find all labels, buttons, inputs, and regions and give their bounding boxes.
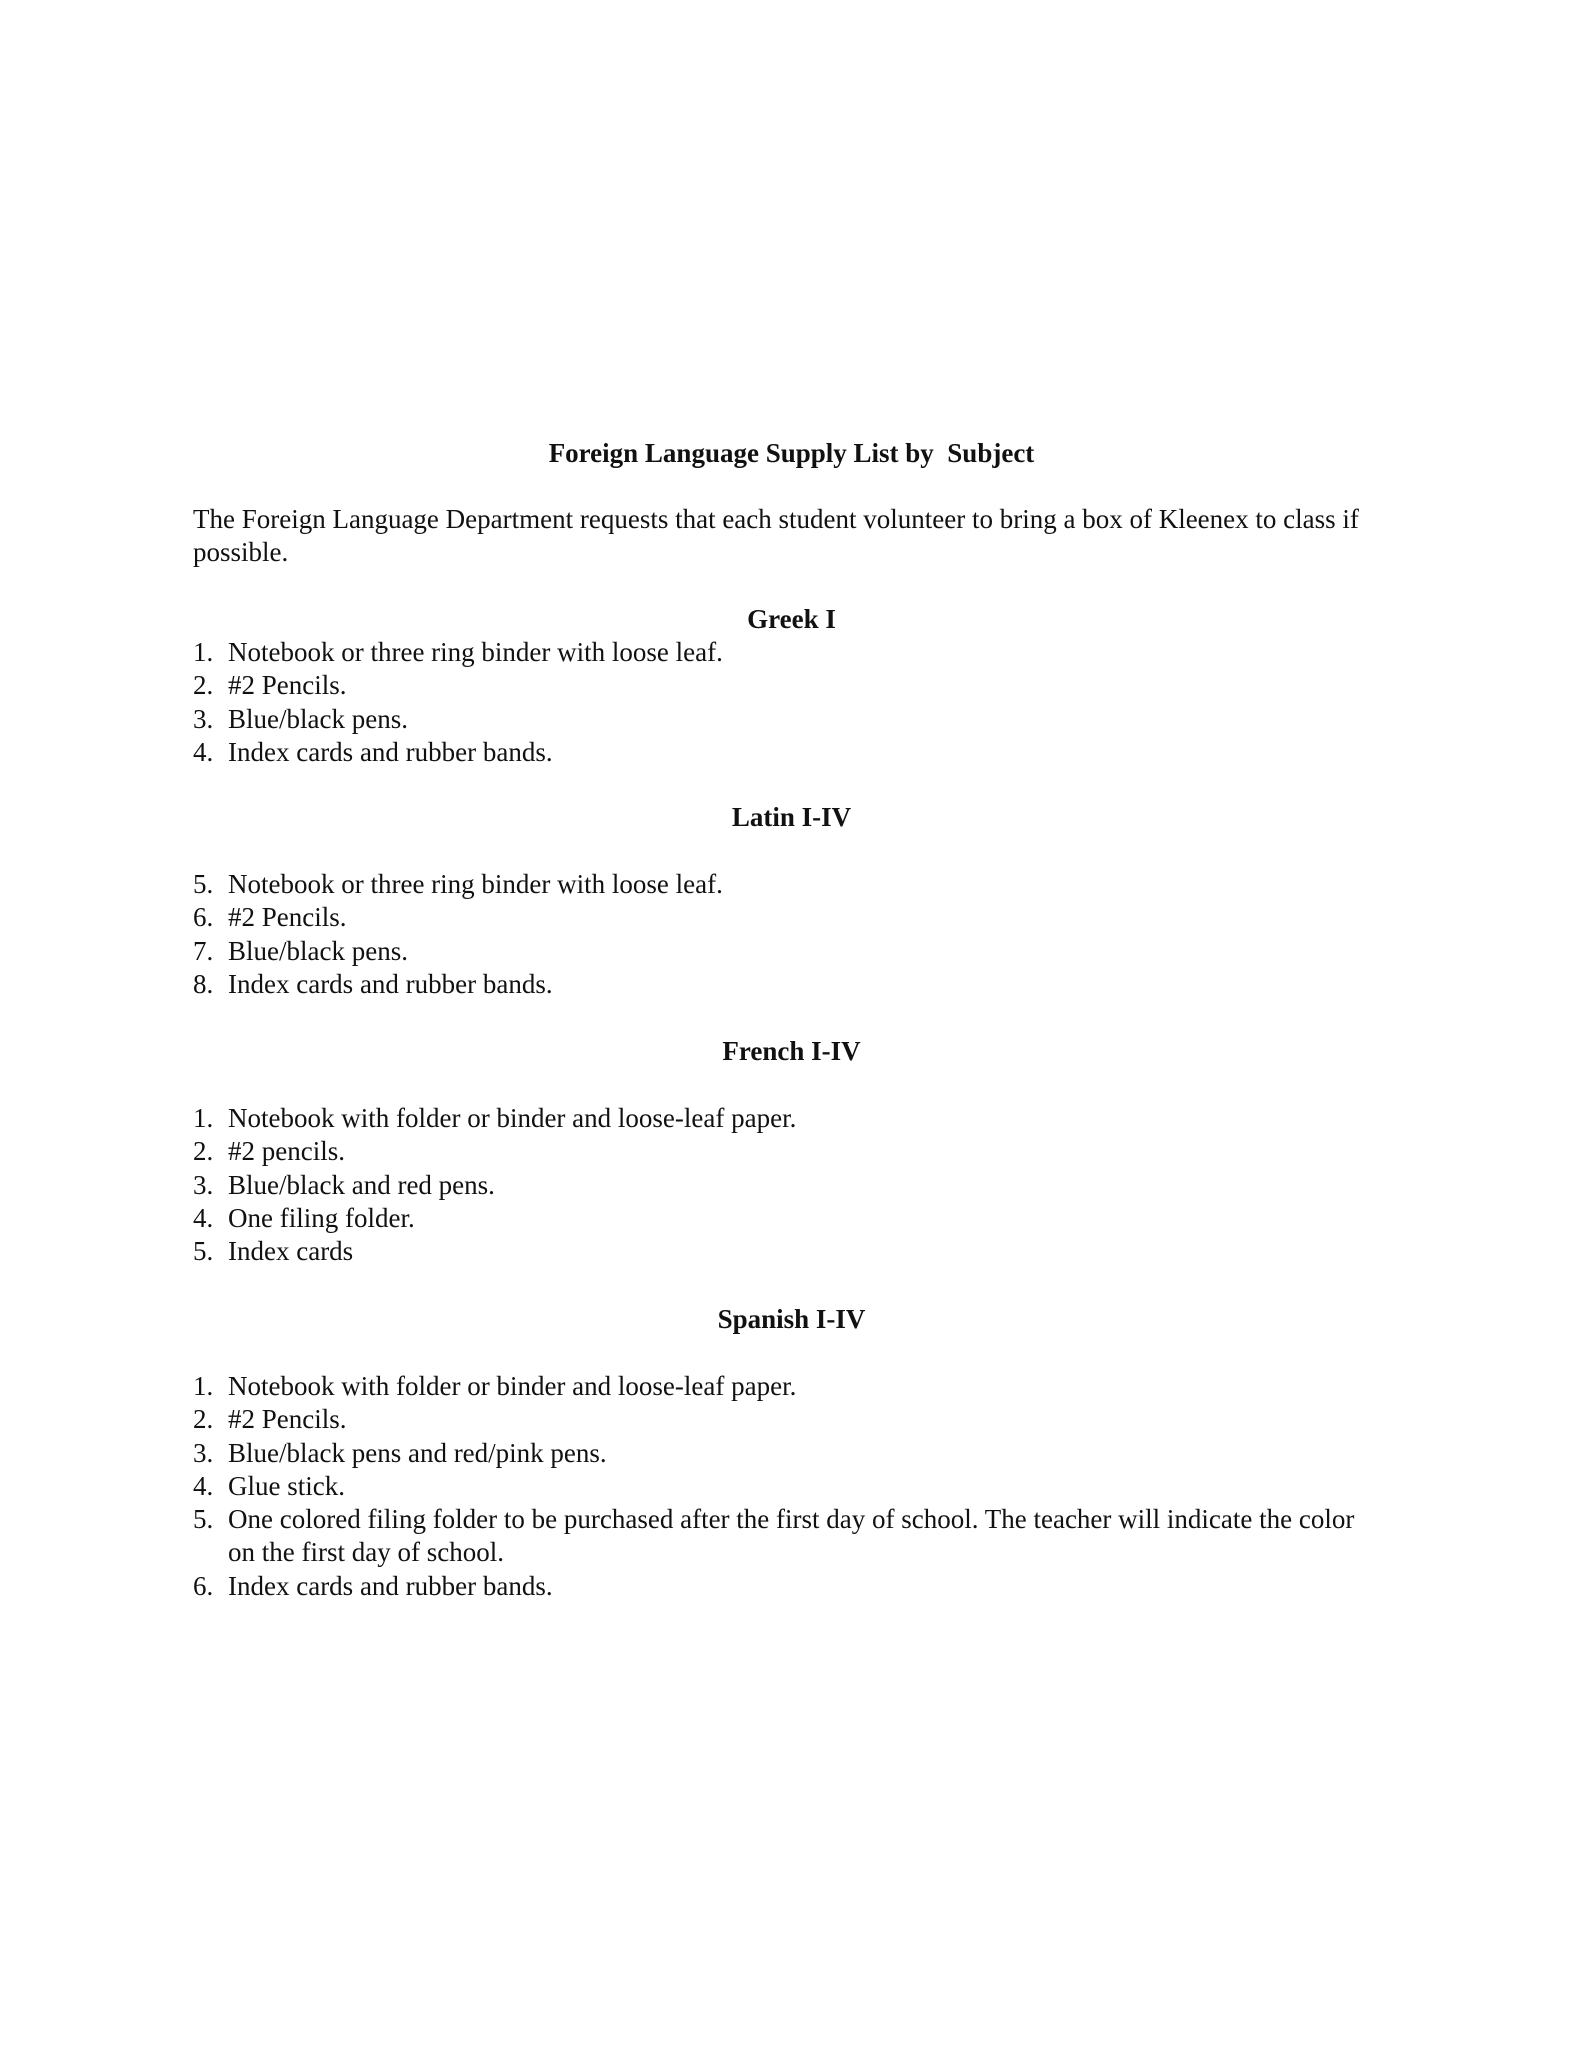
item-text: #2 pencils. xyxy=(228,1136,345,1167)
section-heading-spanish: Spanish I-IV xyxy=(717,1304,866,1334)
item-text: Notebook with folder or binder and loose-leaf paper. xyxy=(228,1103,797,1133)
item-number: 3. xyxy=(193,703,214,734)
item-number: 4. xyxy=(193,736,214,767)
list-item xyxy=(193,1503,1383,1570)
supply-list-greek xyxy=(193,636,1383,769)
item-text: One filing folder. xyxy=(228,1202,415,1233)
item-number: 2. xyxy=(193,670,214,701)
item-number: 2. xyxy=(193,1404,214,1435)
item-number: 3. xyxy=(193,1437,214,1468)
item-text: Blue/black and red pens. xyxy=(228,1169,495,1200)
list-item xyxy=(193,968,1383,1001)
item-text: Notebook or three ring binder with loose leaf. xyxy=(228,869,723,899)
item-text: #2 Pencils. xyxy=(228,1404,347,1435)
list-item xyxy=(193,1570,1383,1603)
supply-list-latin xyxy=(193,868,1383,1001)
item-number: 5. xyxy=(193,1504,214,1535)
item-number: 5. xyxy=(193,1236,214,1267)
item-number: 7. xyxy=(193,935,214,966)
intro-paragraph: The Foreign Language Department requests that each student volunteer to bring a box of Kleenex to class if possible. xyxy=(193,504,1359,567)
item-number: 8. xyxy=(193,968,214,999)
item-number: 1. xyxy=(193,637,214,667)
list-item xyxy=(193,636,1383,669)
supply-list-french xyxy=(193,1102,1383,1268)
list-item xyxy=(193,1403,1383,1436)
item-number: 1. xyxy=(193,1371,214,1401)
item-number: 3. xyxy=(193,1169,214,1200)
item-number: 1. xyxy=(193,1103,214,1133)
list-item xyxy=(193,935,1383,968)
item-text: Notebook with folder or binder and loose-leaf paper. xyxy=(228,1371,797,1401)
item-text: #2 Pencils. xyxy=(228,670,347,701)
list-item xyxy=(193,868,1383,901)
list-item xyxy=(193,1470,1383,1503)
item-text: Blue/black pens. xyxy=(228,935,408,966)
section-heading-latin: Latin I-IV xyxy=(731,802,852,832)
item-text: Glue stick. xyxy=(228,1470,345,1501)
list-item xyxy=(193,1135,1383,1168)
item-number: 6. xyxy=(193,1570,214,1601)
supply-list-spanish xyxy=(193,1370,1383,1603)
item-number: 2. xyxy=(193,1136,214,1167)
list-item xyxy=(193,1437,1383,1470)
item-number: 4. xyxy=(193,1470,214,1501)
item-number: 5. xyxy=(193,869,214,899)
list-item xyxy=(193,1202,1383,1235)
list-item xyxy=(193,703,1383,736)
page-title: Foreign Language Supply List by Subject xyxy=(548,438,1035,468)
list-item xyxy=(193,1235,1383,1268)
item-text: Index cards xyxy=(228,1236,354,1267)
item-text: Blue/black pens. xyxy=(228,703,408,734)
item-text: Index cards and rubber bands. xyxy=(228,968,553,999)
list-item xyxy=(193,736,1383,769)
item-text: Blue/black pens and red/pink pens. xyxy=(228,1437,607,1468)
item-text: Index cards and rubber bands. xyxy=(228,736,553,767)
section-heading-french: French I-IV xyxy=(722,1036,861,1066)
list-item xyxy=(193,669,1383,702)
list-item xyxy=(193,1370,1383,1403)
item-text: #2 Pencils. xyxy=(228,902,347,933)
item-text: Index cards and rubber bands. xyxy=(228,1570,553,1601)
section-heading-greek: Greek I xyxy=(747,604,836,634)
list-item xyxy=(193,1169,1383,1202)
item-number: 4. xyxy=(193,1202,214,1233)
list-item xyxy=(193,1102,1383,1135)
list-item xyxy=(193,901,1383,934)
item-text: One colored filing folder to be purchased after the first day of school. The teacher will indicate the color on the first day of school. xyxy=(228,1504,1355,1568)
item-text: Notebook or three ring binder with loose leaf. xyxy=(228,637,723,667)
item-number: 6. xyxy=(193,902,214,933)
